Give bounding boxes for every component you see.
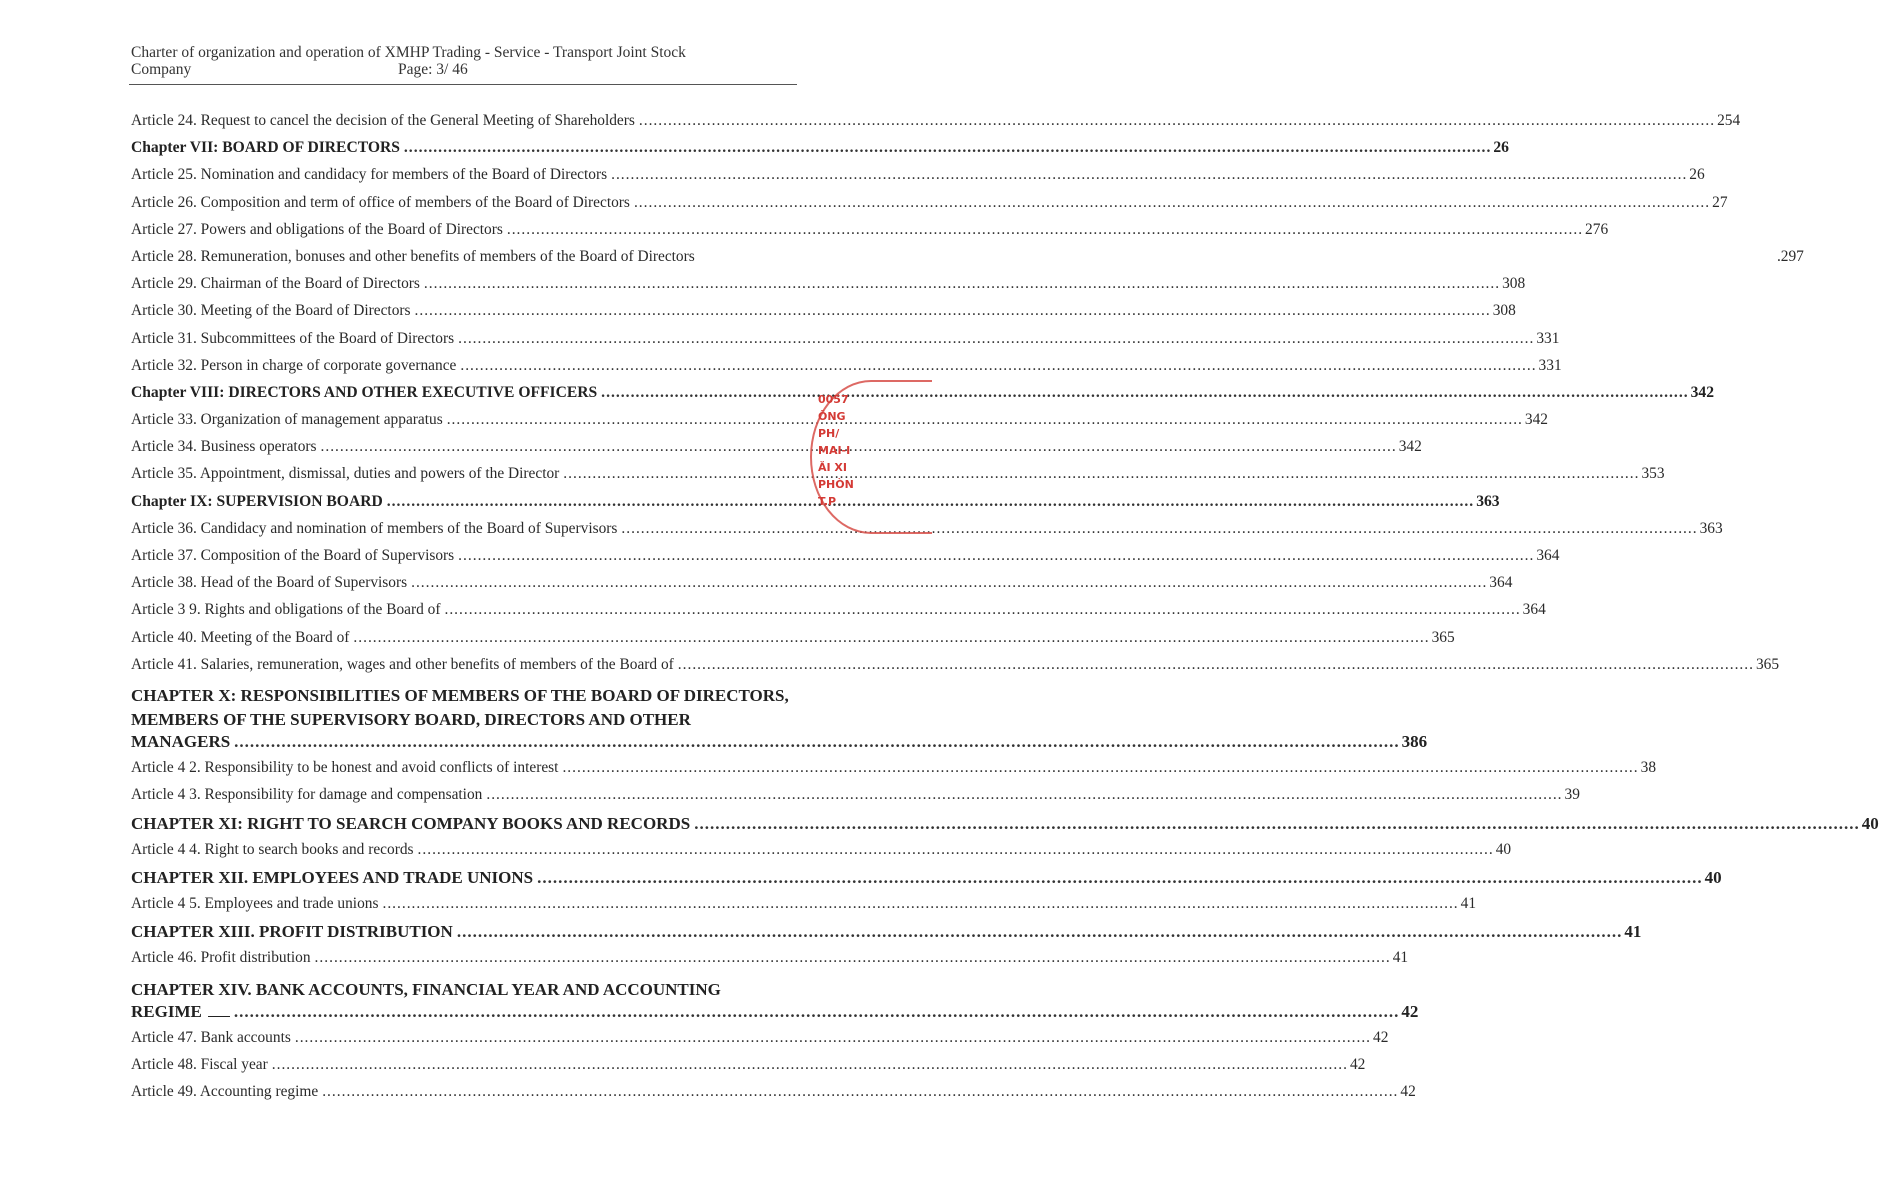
red-seal-stamp xyxy=(810,380,854,540)
leader-dots xyxy=(458,330,1534,348)
toc-entry-title: Article 46. Profit distribution xyxy=(131,949,311,967)
toc-entry-title: Article 28. Remuneration, bonuses and other benefits of members of the Board of Directors xyxy=(131,247,695,265)
toc-entry-page: 342 xyxy=(1524,411,1548,429)
toc-entry[interactable] xyxy=(131,547,1560,574)
toc-entry-title: Article 27. Powers and obligations of the Board of Directors xyxy=(131,220,503,238)
toc-entry[interactable] xyxy=(131,139,1509,166)
toc-entry[interactable] xyxy=(131,247,1804,275)
leader-dots xyxy=(424,275,1500,293)
toc-entry-page: 26 xyxy=(1689,166,1705,184)
toc-entry-title: Article 40. Meeting of the Board of xyxy=(131,628,350,646)
toc-entry-page: 38 xyxy=(1640,759,1657,777)
toc-entry-title: Article 3 9. Rights and obligations of the Board of xyxy=(131,601,441,619)
toc-entry-page: 342 xyxy=(1398,438,1422,456)
toc-entry-title: Article 4 3. Responsibility for damage and compensation xyxy=(131,786,483,804)
toc-entry-page: 40 xyxy=(1704,867,1722,887)
toc-entry-title: Article 33. Organization of management apparatus xyxy=(131,411,443,429)
toc-entry-page: 39 xyxy=(1564,786,1580,804)
seal-text: ÔNG xyxy=(818,410,846,423)
toc-entry[interactable] xyxy=(131,193,1728,221)
toc-entry[interactable] xyxy=(131,1028,1389,1056)
leader-dots xyxy=(411,574,1487,592)
toc-entry[interactable] xyxy=(131,731,1428,759)
toc-entry[interactable] xyxy=(131,628,1455,656)
header-company: Company xyxy=(131,61,192,78)
toc-entry[interactable] xyxy=(131,519,1723,547)
toc-entry-title: Chapter VII: BOARD OF DIRECTORS xyxy=(131,139,400,157)
leader-dots xyxy=(418,841,1494,859)
toc-entry-title: CHAPTER XII. EMPLOYEES AND TRADE UNIONS xyxy=(131,867,534,887)
toc-entry-page: 254 xyxy=(1717,112,1741,129)
toc-entry[interactable] xyxy=(131,275,1526,302)
toc-entry-title: Article 4 5. Employees and trade unions xyxy=(131,895,379,913)
toc-entry[interactable] xyxy=(131,655,1780,683)
toc-entry[interactable] xyxy=(131,112,1741,139)
toc-chapter-xiv xyxy=(131,978,797,1002)
header-divider xyxy=(129,84,797,85)
toc-entry-title: Article 26. Composition and term of office of members of the Board of Directors xyxy=(131,193,630,211)
toc-entry-title: CHAPTER XIII. PROFIT DISTRIBUTION xyxy=(131,922,453,942)
leader-dots xyxy=(678,656,1754,674)
leader-dots xyxy=(611,166,1687,184)
toc-entry[interactable] xyxy=(131,601,1546,628)
toc-entry-page: 331 xyxy=(1538,356,1562,374)
toc-entry-page: 364 xyxy=(1522,601,1546,619)
toc-entry-page: 276 xyxy=(1585,220,1609,238)
toc-entry-page: 40 xyxy=(1861,813,1879,833)
toc-entry[interactable] xyxy=(131,166,1705,193)
toc-entry-page: 42 xyxy=(1349,1056,1366,1073)
toc-section-b xyxy=(131,759,1879,977)
toc-entry-page: 365 xyxy=(1755,655,1780,673)
leader-dots xyxy=(457,922,1623,942)
toc-entry-page: 364 xyxy=(1489,574,1513,592)
page-number: Page: 3/ 46 xyxy=(398,61,468,78)
toc-entry-title: Article 34. Business operators xyxy=(131,438,317,456)
toc-entry-title: Article 41. Salaries, remuneration, wages and other benefits of members of the Board of xyxy=(131,655,674,673)
chapter-x-line-2: MEMBERS OF THE SUPERVISORY BOARD, DIRECTORS AND OTHER xyxy=(131,709,691,729)
toc-entry-title: Article 4 2. Responsibility to be honest and avoid conflicts of interest xyxy=(131,759,559,777)
toc-entry-page: 308 xyxy=(1492,302,1516,320)
toc-entry-title: Article 24. Request to cancel the decision of the General Meeting of Shareholders xyxy=(131,112,635,129)
toc-entry-page: 26 xyxy=(1493,139,1509,157)
toc-entry-title: Article 49. Accounting regime xyxy=(131,1083,319,1101)
toc-entry[interactable] xyxy=(131,867,1722,895)
toc-entry[interactable] xyxy=(131,759,1657,786)
leader-dots xyxy=(537,868,1703,888)
header-title: Charter of organization and operation of XMHP Trading - Service - Transport Joint Stock xyxy=(131,44,686,61)
chapter-xiv-line-2: REGIME xyxy=(131,1002,230,1022)
leader-dots xyxy=(563,465,1639,483)
toc-entry[interactable] xyxy=(131,1083,1416,1110)
leader-dots xyxy=(234,732,1400,752)
toc-entry-title: Article 38. Head of the Board of Supervisors xyxy=(131,574,408,592)
toc-entry[interactable] xyxy=(131,329,1560,357)
toc-entry-page: 353 xyxy=(1641,465,1665,483)
seal-text: MAI-I xyxy=(818,444,851,457)
toc-entry-page: 41 xyxy=(1624,922,1642,942)
page-header xyxy=(131,44,797,79)
toc-entry-title: Article 32. Person in charge of corporate governance xyxy=(131,356,457,374)
seal-text: ĂI XI xyxy=(818,461,848,474)
seal-text: T.P xyxy=(818,495,837,508)
leader-dots xyxy=(315,949,1391,967)
chapter-x-line-1: CHAPTER X: RESPONSIBILITIES OF MEMBERS OF THE BOARD OF DIRECTORS, xyxy=(131,685,789,705)
leader-dots xyxy=(382,895,1458,913)
leader-dots xyxy=(634,194,1710,212)
toc-entry-page: 308 xyxy=(1502,275,1526,293)
toc-entry-page: 363 xyxy=(1699,519,1723,537)
leader-dots xyxy=(507,221,1583,239)
toc-entry-page: 42 xyxy=(1400,1083,1416,1101)
toc-entry-page: 42 xyxy=(1373,1028,1389,1046)
toc-entry-title: Article 25. Nomination and candidacy for members of the Board of Directors xyxy=(131,166,608,184)
toc-entry-page: 27 xyxy=(1712,193,1728,211)
leader-dots xyxy=(460,357,1536,375)
toc-entry-title: Article 37. Composition of the Board of Supervisors xyxy=(131,547,455,564)
toc-entry-title: Article 47. Bank accounts xyxy=(131,1028,291,1046)
toc-entry[interactable] xyxy=(131,895,1477,922)
leader-dots xyxy=(562,759,1638,777)
toc-entry-title: CHAPTER XI: RIGHT TO SEARCH COMPANY BOOKS AND RECORDS xyxy=(131,813,691,833)
leader-dots xyxy=(404,139,1491,157)
toc-entry-page: 364 xyxy=(1536,547,1560,564)
underscore-mark xyxy=(208,1006,230,1017)
seal-text: PH/ xyxy=(818,427,840,440)
toc-entry-title: Article 36. Candidacy and nomination of members of the Board of Supervisors xyxy=(131,519,618,537)
toc-entry-title: Chapter VIII: DIRECTORS AND OTHER EXECUTIVE OFFICERS xyxy=(131,383,598,401)
toc-entry-title: Article 30. Meeting of the Board of Directors xyxy=(131,302,411,320)
toc-entry-page: 41 xyxy=(1460,895,1477,913)
leader-dots xyxy=(353,629,1429,647)
leader-dots xyxy=(694,814,1860,834)
toc-entry-title: Article 29. Chairman of the Board of Directors xyxy=(131,275,420,293)
leader-dots xyxy=(601,384,1688,402)
toc-entry[interactable] xyxy=(131,356,1562,384)
toc-entry[interactable] xyxy=(131,813,1879,841)
toc-entry-page: 342 xyxy=(1690,383,1715,401)
toc-entry[interactable] xyxy=(131,302,1516,329)
toc-entry-page: .297 xyxy=(1776,247,1804,265)
chapter-x-page: 386 xyxy=(1401,731,1428,751)
leader-dots xyxy=(415,302,1491,320)
leader-dots xyxy=(295,1029,1371,1047)
toc-entry-title: Article 48. Fiscal year xyxy=(131,1056,268,1073)
toc-entry[interactable] xyxy=(131,922,1642,949)
toc-section-c xyxy=(131,1028,1416,1111)
leader-dots xyxy=(322,1083,1398,1101)
toc-entry-title: Chapter IX: SUPERVISION BOARD xyxy=(131,492,383,510)
toc-entry-page: 41 xyxy=(1392,949,1409,967)
leader-dots xyxy=(444,601,1520,619)
toc-entry-title: Article 4 4. Right to search books and records xyxy=(131,840,414,858)
toc-entry-page: 363 xyxy=(1476,492,1500,510)
seal-text: 0057 xyxy=(818,393,849,406)
toc-chapter-x xyxy=(131,684,797,732)
leader-dots xyxy=(639,112,1715,130)
toc-entry-page: 365 xyxy=(1431,628,1455,646)
toc-entry[interactable] xyxy=(131,949,1409,976)
chapter-xiv-line-1: CHAPTER XIV. BANK ACCOUNTS, FINANCIAL YEAR AND ACCOUNTING xyxy=(131,979,721,999)
toc-entry-page: 331 xyxy=(1536,329,1560,347)
leader-dots xyxy=(272,1056,1348,1074)
leader-dots xyxy=(486,786,1562,804)
toc-entry[interactable] xyxy=(131,786,1580,813)
toc-entry-page: 40 xyxy=(1495,840,1512,858)
chapter-x-line-3: MANAGERS xyxy=(131,731,231,751)
toc-entry[interactable] xyxy=(131,1056,1366,1083)
toc-entry[interactable] xyxy=(131,574,1513,601)
toc-entry-title: Article 35. Appointment, dismissal, duties and powers of the Director xyxy=(131,465,560,483)
leader-dots xyxy=(621,520,1697,538)
seal-text: PHÒN xyxy=(818,478,854,491)
toc-entry[interactable] xyxy=(131,220,1609,248)
leader-dots xyxy=(234,1002,1400,1022)
toc-entry[interactable] xyxy=(131,1001,1419,1029)
leader-dots xyxy=(447,411,1523,429)
toc-entry[interactable] xyxy=(131,840,1512,868)
chapter-xiv-page: 42 xyxy=(1401,1001,1419,1021)
leader-dots xyxy=(458,547,1534,565)
toc-entry-title: Article 31. Subcommittees of the Board of Directors xyxy=(131,329,455,347)
